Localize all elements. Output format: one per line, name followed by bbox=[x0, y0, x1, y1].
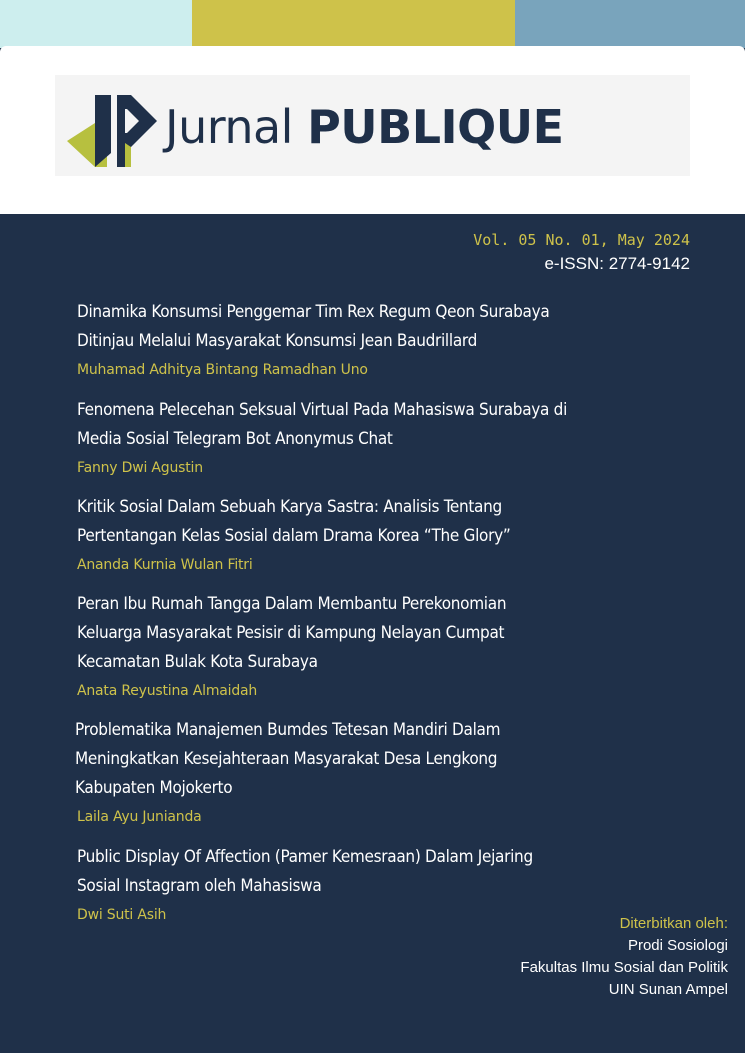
article-title bbox=[77, 843, 677, 901]
article-entry bbox=[77, 396, 677, 480]
journal-logo bbox=[55, 75, 690, 176]
color-band-mint bbox=[0, 0, 192, 48]
article-title-line: Kecamatan Bulak Kota Surabaya bbox=[77, 652, 318, 672]
article-entry bbox=[77, 590, 677, 703]
article-title-line: Sosial Instagram oleh Mahasiswa bbox=[77, 876, 322, 896]
issn-info: e-ISSN: 2774-9142 bbox=[544, 254, 690, 273]
publisher-line: Prodi Sosiologi bbox=[627, 937, 728, 954]
article-title bbox=[77, 493, 677, 551]
article-title-line: Ditinjau Melalui Masyarakat Konsumsi Jean Baudrillard bbox=[77, 331, 478, 351]
article-title-line: Kritik Sosial Dalam Sebuah Karya Sastra: Analisis Tentang bbox=[77, 497, 502, 517]
article-title bbox=[77, 298, 677, 356]
article-title-line: Pertentangan Kelas Sosial dalam Drama Korea “The Glory” bbox=[77, 526, 511, 546]
publisher-label: Diterbitkan oleh: bbox=[619, 915, 728, 932]
article-author: Laila Ayu Junianda bbox=[77, 809, 202, 825]
article-entry bbox=[75, 716, 675, 829]
article-title-line: Media Sosial Telegram Bot Anonymus Chat bbox=[77, 429, 393, 449]
article-title-line: Kabupaten Mojokerto bbox=[75, 778, 233, 798]
article-title-line: Meningkatkan Kesejahteraan Masyarakat Desa Lengkong bbox=[75, 749, 498, 769]
article-title-line: Keluarga Masyarakat Pesisir di Kampung Nelayan Cumpat bbox=[77, 623, 505, 643]
article-author: Fanny Dwi Agustin bbox=[77, 460, 203, 476]
volume-info: Vol. 05 No. 01, May 2024 bbox=[473, 231, 690, 249]
article-author: Anata Reyustina Almaidah bbox=[77, 683, 258, 699]
article-title-line: Dinamika Konsumsi Penggemar Tim Rex Regum Qeon Surabaya bbox=[77, 302, 550, 322]
article-title bbox=[77, 590, 677, 677]
article-author: Dwi Suti Asih bbox=[77, 907, 167, 923]
article-title-line: Public Display Of Affection (Pamer Kemesraan) Dalam Jejaring bbox=[77, 847, 533, 867]
article-entry bbox=[77, 493, 677, 577]
color-band-gold bbox=[192, 0, 515, 48]
article-title bbox=[75, 716, 675, 803]
article-author: Muhamad Adhitya Bintang Ramadhan Uno bbox=[77, 362, 368, 378]
publisher-block bbox=[520, 913, 728, 1001]
article-entry bbox=[77, 298, 677, 382]
journal-name-part1: Jurnal bbox=[165, 100, 308, 154]
publisher-line: Fakultas Ilmu Sosial dan Politik bbox=[520, 959, 728, 976]
top-color-bar bbox=[0, 0, 745, 48]
article-title-line: Problematika Manajemen Bumdes Tetesan Mandiri Dalam bbox=[75, 720, 501, 740]
article-title-line: Fenomena Pelecehan Seksual Virtual Pada Mahasiswa Surabaya di bbox=[77, 400, 568, 420]
jp-monogram-icon bbox=[65, 83, 160, 169]
color-band-blue bbox=[515, 0, 745, 48]
journal-name-part2: PUBLIQUE bbox=[307, 100, 564, 154]
article-author: Ananda Kurnia Wulan Fitri bbox=[77, 557, 253, 573]
article-title bbox=[77, 396, 677, 454]
publisher-line: UIN Sunan Ampel bbox=[608, 981, 728, 998]
article-title-line: Peran Ibu Rumah Tangga Dalam Membantu Perekonomian bbox=[77, 594, 507, 614]
journal-name bbox=[165, 99, 564, 155]
